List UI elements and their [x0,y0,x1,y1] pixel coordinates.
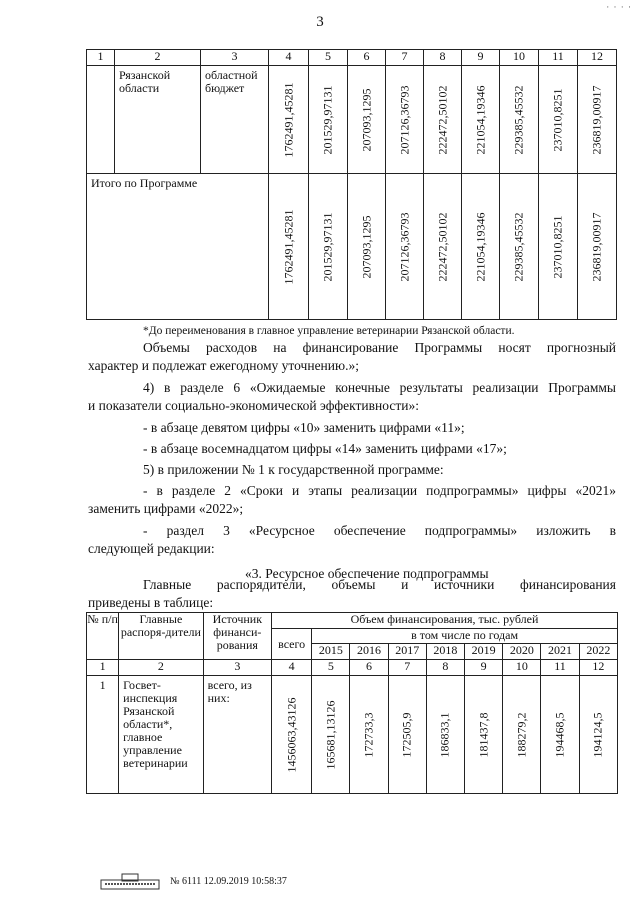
paragraph: - раздел 3 «Ресурсное обеспечение подпрограммы» изложить в [143,523,616,538]
value-cell: 221054,19346 [473,85,487,154]
paragraph: 5) в приложении № 1 к государственной программе: [143,462,444,477]
col-num: 4 [272,660,312,676]
year-cell: 2016 [350,644,388,660]
page-number: 3 [316,14,324,30]
value-cell: 165681,13126 [323,700,338,769]
total-label: Итого по Программе [87,174,269,320]
value-cell: 236819,00917 [589,85,604,154]
table-row [87,676,618,794]
value-cell: 1762491,45281 [281,209,295,284]
value-cell: 229385,45532 [511,212,526,281]
row-num: 1 [87,676,119,794]
col-num: 1 [87,50,115,66]
value-cell: 237010,8251 [550,88,565,151]
value-cell: 229385,45532 [511,85,526,154]
value-cell: 237010,8251 [550,215,565,278]
year-cell: 2017 [388,644,426,660]
paragraph: Главные распорядители, объемы и источники финансирования [143,577,616,592]
col-num: 1 [87,660,119,676]
col-num: 11 [539,50,578,66]
value-cell: 207093,1295 [359,215,373,278]
col-num: 4 [269,50,309,66]
value-cell: 201529,97131 [320,212,335,281]
row-num-cell [87,66,115,174]
header-source: Источник финанси-рования [203,613,271,660]
paragraph: - в разделе 2 «Сроки и этапы реализации подпрограммы» цифры «2021» [143,483,616,498]
col-num: 3 [203,660,271,676]
col-num: 8 [426,660,464,676]
year-cell: 2021 [541,644,579,660]
paragraph: - в абзаце девятом цифры «10» заменить цифрами «11»; [143,420,465,435]
col-num: 12 [579,660,617,676]
row-label: Рязанской области [115,66,201,174]
value-cell: 1762491,45281 [281,82,295,157]
section-heading: «3. Ресурсное обеспечение подпрограммы [245,566,489,581]
value-cell: 207126,36793 [397,212,411,281]
col-num: 7 [388,660,426,676]
value-cell: 207126,36793 [397,85,411,154]
header-row [87,613,618,629]
year-cell: 2018 [426,644,464,660]
table-row [87,66,617,174]
col-num: 9 [465,660,503,676]
funding-table-continued [86,49,617,320]
corner-mark: · · · · [606,2,632,12]
paragraph: - в абзаце восемнадцатом цифры «14» заменить цифрами «17»; [143,441,507,456]
value-cell: 201529,97131 [320,85,335,154]
col-num: 10 [500,50,539,66]
value-cell: 194124,5 [590,712,605,757]
col-num: 12 [578,50,617,66]
value-cell: 1456063,43126 [284,697,299,772]
value-cell: 172505,9 [399,712,414,757]
header-main: Главные распоря-дители [119,613,203,660]
col-num: 10 [503,660,541,676]
col-num: 2 [119,660,203,676]
year-cell: 2015 [312,644,350,660]
value-cell: 207093,1295 [359,88,373,151]
value-cell: 236819,00917 [589,212,604,281]
value-cell: 188279,2 [514,712,529,757]
header-volume: Объем финансирования, тыс. рублей [272,613,618,629]
paragraph: и показатели социально-экономической эффективности»: [88,398,419,413]
col-num: 7 [386,50,424,66]
paragraph: приведены в таблице: [88,595,214,610]
row-source: всего, из них: [203,676,271,794]
column-number-row [87,50,617,66]
column-number-row [87,660,618,676]
year-cell: 2020 [503,644,541,660]
value-cell: 186833,1 [437,712,452,757]
row-source: областной бюджет [201,66,269,174]
subprogram-funding-table [86,612,618,794]
value-cell: 222472,50102 [435,212,449,281]
value-cell: 221054,19346 [473,212,487,281]
year-cell: 2019 [465,644,503,660]
col-num: 5 [312,660,350,676]
document-footer [100,872,287,890]
header-years: в том числе по годам [312,629,618,644]
paragraph: заменить цифрами «2022»; [88,501,244,516]
document-stamp: № 6111 12.09.2019 10:58:37 [170,875,287,887]
row-name: Госвет-инспекция Рязанской области*, главное управление ветеринарии [119,676,203,794]
col-num: 11 [541,660,579,676]
value-cell: 181437,8 [476,712,491,757]
paragraph: следующей редакции: [88,541,215,556]
col-num: 2 [115,50,201,66]
col-num: 8 [424,50,462,66]
value-cell: 222472,50102 [435,85,449,154]
paragraph: Объемы расходов на финансирование Программы носят прогнозный [143,340,616,355]
col-num: 5 [309,50,348,66]
value-cell: 194468,5 [552,712,567,757]
year-cell: 2022 [579,644,617,660]
value-cell: 172733,3 [361,712,376,757]
footnote: *До переименования в главное управление ветеринарии Рязанской области. [143,325,515,337]
col-num: 9 [462,50,500,66]
table-row-total [87,174,617,320]
paragraph: характер и подлежат ежегодному уточнению.»; [88,358,359,373]
registry-seal-icon [100,872,160,890]
col-num: 6 [348,50,386,66]
col-num: 3 [201,50,269,66]
col-num: 6 [350,660,388,676]
paragraph: 4) в разделе 6 «Ожидаемые конечные результаты реализации Программы [143,380,616,395]
header-total: всего [272,629,312,660]
header-num: № п/п [87,613,119,660]
